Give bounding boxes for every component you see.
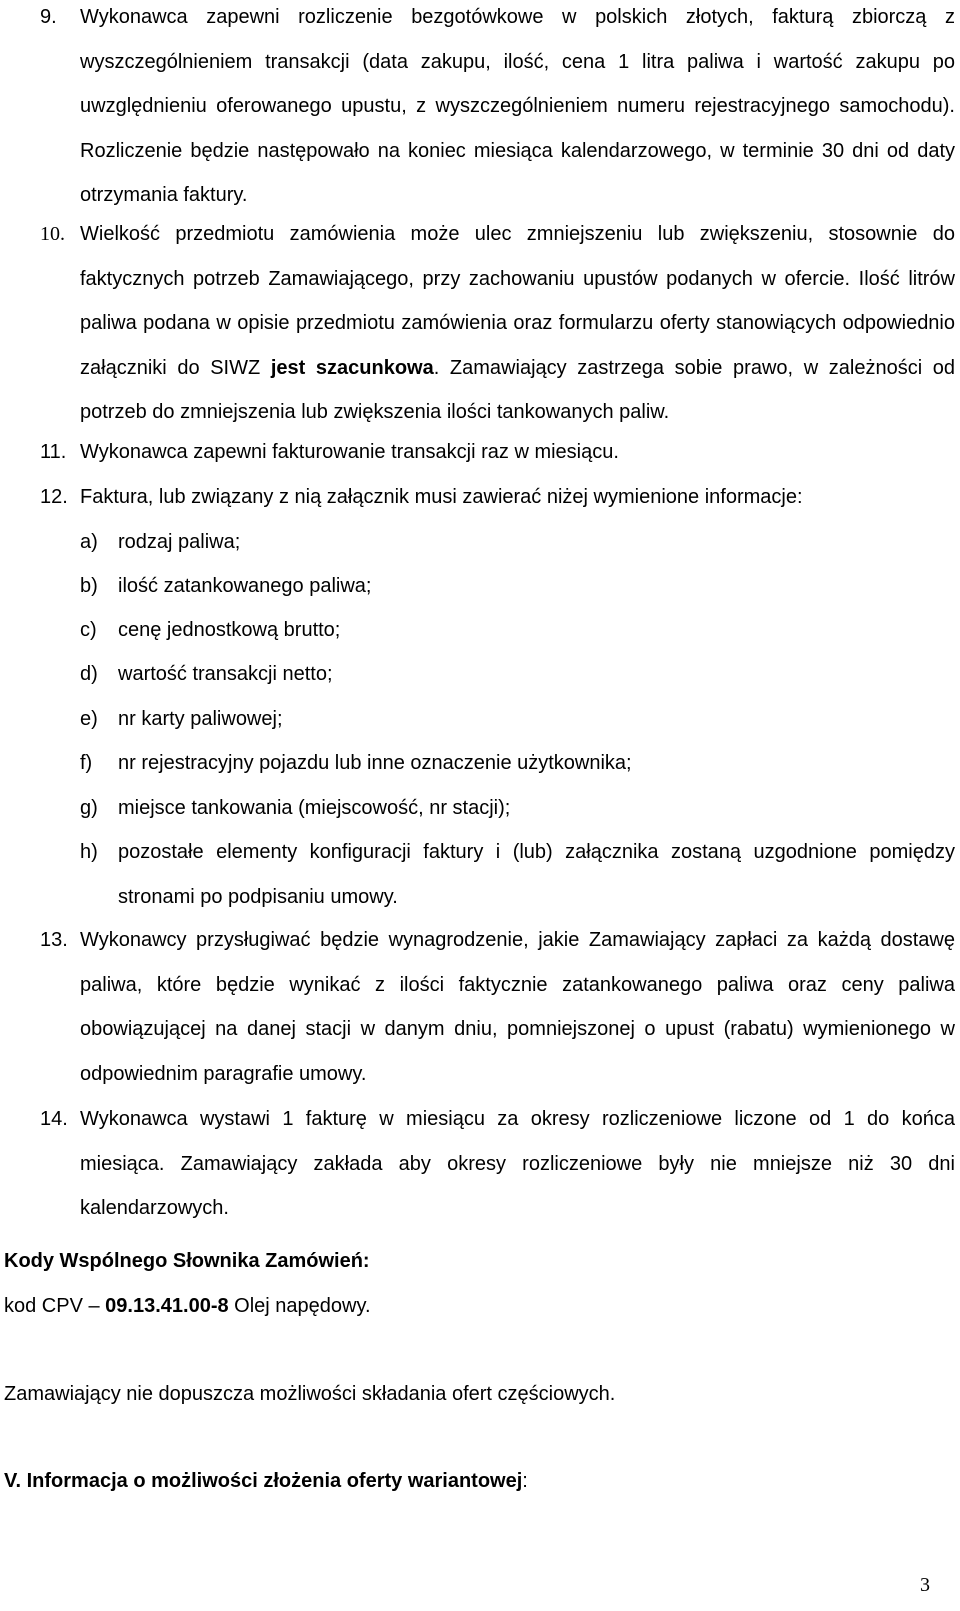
list-item-13 (40, 918, 955, 1096)
partial-offers-note: Zamawiający nie dopuszcza możliwości składania ofert częściowych. (4, 1383, 616, 1405)
sub-item-b (80, 564, 955, 609)
bold-phrase: jest szacunkowa (270, 356, 434, 379)
list-item-12 (40, 475, 955, 520)
sub-item-letter: g) (80, 797, 98, 819)
sub-item-letter: h) (80, 841, 98, 863)
list-item-11 (40, 430, 955, 475)
list-item-9 (40, 0, 955, 218)
sub-item-g (80, 786, 955, 831)
sub-item-letter: b) (80, 575, 98, 597)
sub-item-d (80, 652, 955, 697)
cpv-prefix: kod CPV – (4, 1295, 100, 1317)
cpv-name: Olej napędowy. (234, 1295, 371, 1317)
sub-item-text: nr karty paliwowej; (118, 708, 283, 730)
item-number: 13. (40, 929, 68, 951)
sub-item-a (80, 520, 955, 565)
sub-item-text: cenę jednostkową brutto; (118, 619, 341, 641)
item-text: Wykonawcy przysługiwać będzie wynagrodzenie, jakie Zamawiający zapłaci za każdą dostawę paliwa, które będzie wynikać z ilości faktycznie zatankowanego paliwa oraz ceny paliwa obowiązującej na danej stacji w danym dniu, pomniejszonej o upust (rabatu) wymienionego w odpowiednim paragrafie umowy. (80, 929, 955, 1085)
section-number: V. (4, 1470, 22, 1492)
list-item-10 (40, 212, 955, 435)
section-title: Informacja o możliwości złożenia oferty wariantowej (26, 1470, 523, 1492)
sub-item-text: rodzaj paliwa; (118, 531, 241, 553)
cpv-heading: Kody Wspólnego Słownika Zamówień: (4, 1250, 370, 1272)
item-text: Wielkość przedmiotu zamówienia może ulec zmniejszeniu lub zwiększeniu, stosownie do faktycznych potrzeb Zamawiającego, przy zachowaniu upustów podanych w ofercie. Ilość litrów paliwa podana w opisie przedmiotu zamówienia oraz formularzu oferty stanowiących odpowiednio załączniki do SIWZ jest szacunkowa. Zamawiający zastrzega sobie prawo, w zależności od potrzeb do zmniejszenia lub zwiększenia ilości tankowanych paliw. (80, 223, 956, 423)
item-text: Wykonawca zapewni fakturowanie transakcji raz w miesiącu. (80, 441, 619, 463)
section-v-heading: V. Informacja o możliwości złożenia oferty wariantowej: (4, 1470, 528, 1492)
sub-item-text: miejsce tankowania (miejscowość, nr stacji); (118, 797, 511, 819)
sub-item-e (80, 697, 955, 742)
sub-item-h (80, 830, 955, 919)
sub-item-text: wartość transakcji netto; (118, 663, 333, 685)
page-number: 3 (920, 1574, 930, 1596)
item-text: Wykonawca zapewni rozliczenie bezgotówkowe w polskich złotych, fakturą zbiorczą z wyszczególnieniem transakcji (data zakupu, ilość, cena 1 litra paliwa i wartość zakupu po uwzględnieniu oferowanego upustu, z wyszczególnieniem numeru rejestracyjnego samochodu). Rozliczenie będzie następowało na koniec miesiąca kalendarzowego, w terminie 30 dni od daty otrzymania faktury. (80, 6, 955, 206)
cpv-line (4, 1284, 904, 1328)
item-number: 10. (40, 223, 65, 245)
sub-item-letter: f) (80, 752, 93, 774)
sub-item-text: ilość zatankowanego paliwa; (118, 575, 372, 597)
sub-item-f (80, 741, 955, 786)
item-text: Faktura, lub związany z nią załącznik musi zawierać niżej wymienione informacje: (80, 486, 803, 508)
sub-item-c (80, 608, 955, 653)
list-item-14 (40, 1097, 955, 1231)
sub-item-text: pozostałe elementy konfiguracji faktury i (lub) załącznika zostaną uzgodnione pomiędzy stronami po podpisaniu umowy. (118, 841, 955, 908)
item-text: Wykonawca wystawi 1 fakturę w miesiącu za okresy rozliczeniowe liczone od 1 do końca miesiąca. Zamawiający zakłada aby okresy rozliczeniowe były nie mniejsze niż 30 dni kalendarzowych. (80, 1108, 955, 1219)
sub-item-letter: d) (80, 663, 98, 685)
sub-item-letter: c) (80, 619, 97, 641)
item-number: 11. (40, 441, 67, 463)
sub-item-letter: e) (80, 708, 98, 730)
sub-item-text: nr rejestracyjny pojazdu lub inne oznaczenie użytkownika; (118, 752, 632, 774)
item-number: 9. (40, 6, 57, 28)
item-number: 14. (40, 1108, 68, 1130)
item-number: 12. (40, 486, 68, 508)
sub-item-letter: a) (80, 531, 98, 553)
cpv-code: 09.13.41.00-8 (105, 1295, 229, 1317)
